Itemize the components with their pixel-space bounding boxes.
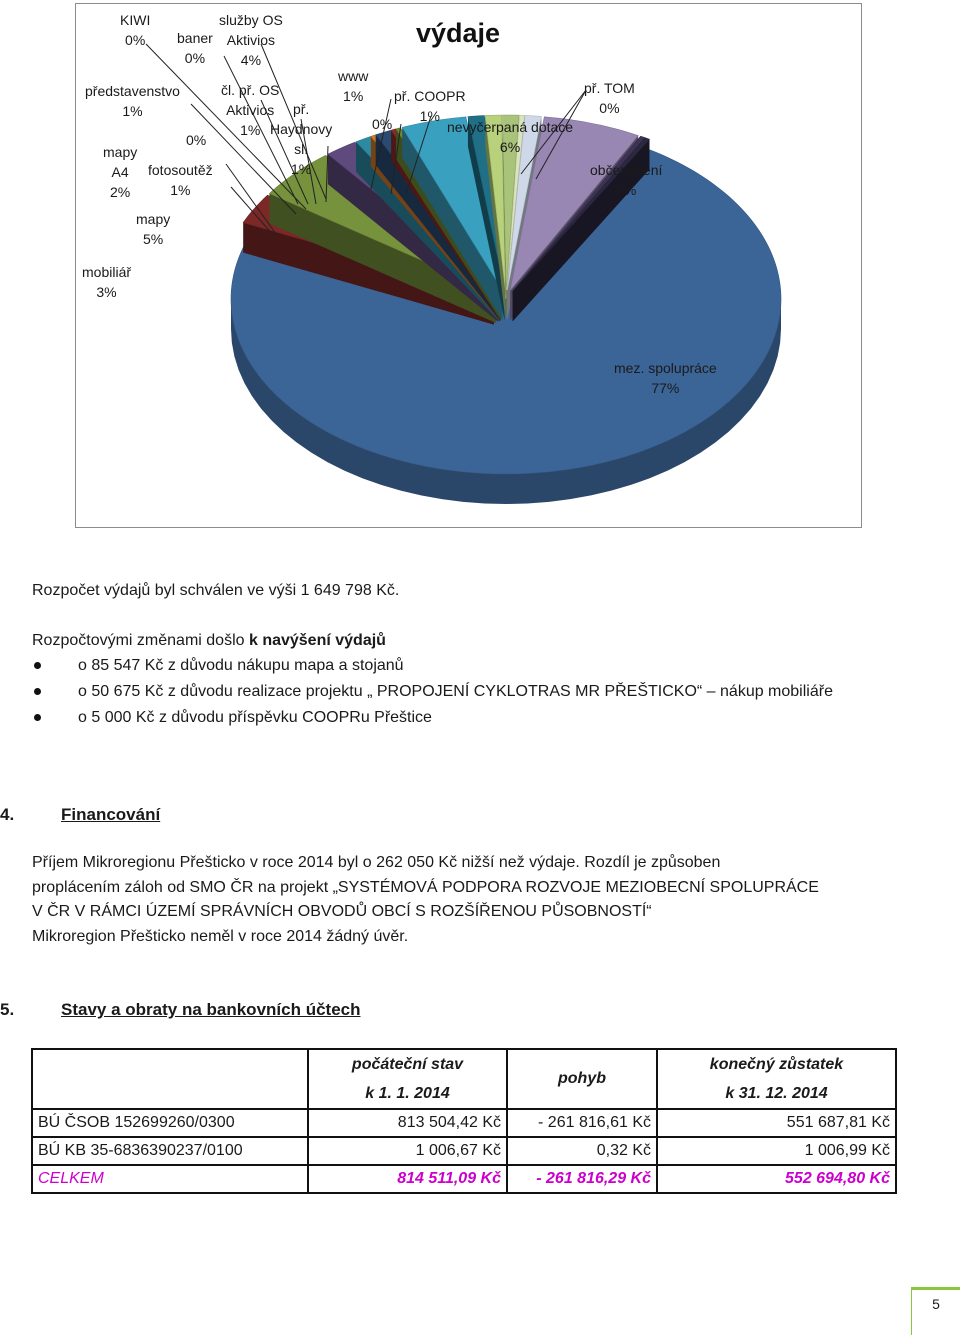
table-header-cell (32, 1049, 308, 1109)
pie-svg (76, 4, 863, 529)
table-header-row (32, 1049, 896, 1109)
label-zero-a: 0% (186, 132, 207, 148)
table-cell: - 261 816,29 Kč (507, 1165, 657, 1193)
label-mez-spoluprace: mez. spolupráce 77% (614, 360, 717, 396)
table-cell: CELKEM (32, 1165, 308, 1193)
table-cell: BÚ KB 35-6836390237/0100 (32, 1137, 308, 1165)
table-cell: BÚ ČSOB 152699260/0300 (32, 1109, 308, 1137)
budget-text: Rozpočet výdajů byl schválen ve výši 1 649 798 Kč. (32, 582, 400, 599)
list-item: o 50 675 Kč z důvodu realizace projektu „ PROPOJENÍ CYKLOTRAS MR PŘEŠTICKO“ – nákup mobiliáře (32, 680, 833, 706)
label-tom: př. TOM 0% (584, 80, 635, 116)
table-header-cell: pohyb (507, 1049, 657, 1109)
label-obcerstveni: občerstvení 0% (590, 162, 663, 198)
table-cell: 1 006,67 Kč (308, 1137, 507, 1165)
label-zero-b: 0% (372, 116, 393, 132)
table-row (32, 1109, 896, 1137)
label-mapy: mapy 5% (136, 211, 171, 247)
list-item: o 5 000 Kč z důvodu příspěvku COOPRu Přeštice (32, 706, 833, 732)
label-mapy-a4: mapy A4 2% (103, 144, 138, 200)
chart-title: výdaje (416, 18, 501, 48)
section-4-heading: 4. Financování (0, 805, 161, 824)
table-cell: 551 687,81 Kč (657, 1109, 896, 1137)
accounts-table (31, 1048, 897, 1194)
table-header-cell: konečný zůstatek k 31. 12. 2014 (657, 1049, 896, 1109)
list-item: o 85 547 Kč z důvodu nákupu mapa a stojanů (32, 654, 833, 680)
page-number: 5 (911, 1287, 960, 1335)
label-kiwi: KIWI 0% (120, 12, 151, 48)
label-pr-haydnovy: př. Haydnovy sl. 1% (270, 101, 333, 177)
label-nevycerpana: nevyčerpaná dotace 6% (447, 119, 574, 155)
financing-line: Mikroregion Přešticko neměl v roce 2014 žádný úvěr. (32, 928, 409, 945)
table-cell: 0,32 Kč (507, 1137, 657, 1165)
label-www: www 1% (338, 68, 369, 104)
label-fotosoutez: fotosoutěž 1% (148, 162, 213, 198)
table-cell: 813 504,42 Kč (308, 1109, 507, 1137)
label-sluzby: služby OS Aktivios 4% (219, 12, 283, 68)
changes-list (32, 654, 833, 732)
changes-intro: Rozpočtovými změnami došlo k navýšení výdajů (32, 632, 386, 649)
label-baner: baner 0% (177, 30, 213, 66)
table-cell: 814 511,09 Kč (308, 1165, 507, 1193)
label-cl-pr: čl. př. OS Aktivios 1% (221, 82, 280, 138)
table-cell: 552 694,80 Kč (657, 1165, 896, 1193)
table-row (32, 1137, 896, 1165)
table-cell: - 261 816,61 Kč (507, 1109, 657, 1137)
pie-chart (75, 3, 862, 528)
financing-line: Příjem Mikroregionu Přešticko v roce 2014 byl o 262 050 Kč nižší než výdaje. Rozdíl je způsoben (32, 854, 721, 871)
financing-line: V ČR V RÁMCI ÚZEMÍ SPRÁVNÍCH OBVODŮ OBCÍ S ROZŠÍŘENOU PŮSOBNOSTÍ“ (32, 903, 652, 920)
financing-line: proplácením záloh od SMO ČR na projekt „SYSTÉMOVÁ PODPORA ROZVOJE MEZIOBECNÍ SPOLUPRÁCE (32, 879, 819, 896)
section-5-heading: 5. Stavy a obraty na bankovních účtech (0, 1000, 361, 1019)
table-total-row (32, 1165, 896, 1193)
table-cell: 1 006,99 Kč (657, 1137, 896, 1165)
label-predstavenstvo: představenstvo 1% (85, 83, 180, 119)
label-coopr: př. COOPR 1% (394, 88, 466, 124)
table-header-cell: počáteční stav k 1. 1. 2014 (308, 1049, 507, 1109)
label-mobiliar: mobiliář 3% (82, 264, 132, 300)
